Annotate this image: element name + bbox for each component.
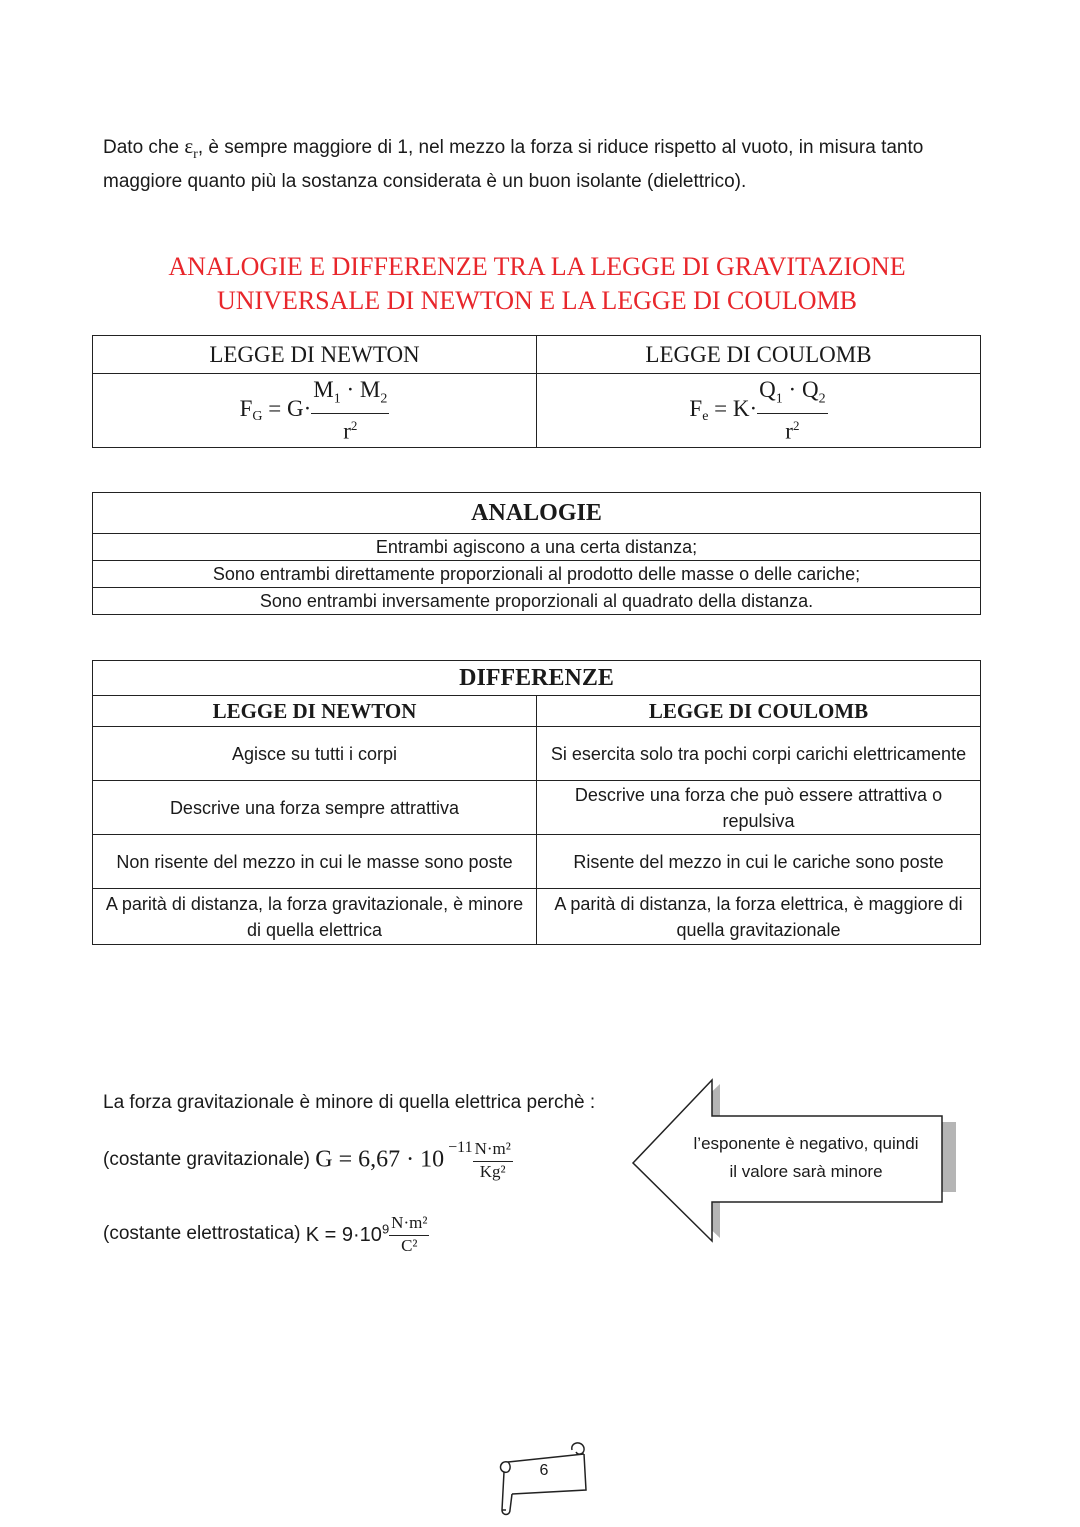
coulomb-difference-cell: Descrive una forza che può essere attrattiva o repulsiva	[537, 781, 981, 835]
arrow-note-line-1: l’esponente è negativo, quindi	[693, 1134, 919, 1153]
newton-law-header: LEGGE DI NEWTON	[93, 336, 537, 374]
gravitational-constant-unit: $\frac{\text{N·m²}}{\text{Kg²}}$	[474, 1139, 511, 1181]
intro-text-after: , è sempre maggiore di 1, nel mezzo la forza si riduce rispetto al vuoto, in misura tanto maggiore quanto più la sostanza considerata è un buon isolante (dielettrico).	[103, 137, 924, 193]
analogy-row: Entrambi agiscono a una certa distanza;	[93, 534, 981, 561]
gravitational-constant-exponent: −11	[444, 1139, 473, 1157]
newton-difference-cell: A parità di distanza, la forza gravitazionale, è minore di quella elettrica	[93, 889, 537, 945]
differences-coulomb-header: LEGGE DI COULOMB	[537, 696, 981, 727]
coulomb-formula: Fe = K· $\frac{Q_1 \cdot Q_2}{r^2}$	[537, 374, 981, 448]
electrostatic-constant-line	[103, 1212, 429, 1256]
gravitational-constant-value: G = 6,67 · 10	[315, 1146, 445, 1173]
heading-line-2: UNIVERSALE DI NEWTON E LA LEGGE DI COULOMB	[216, 286, 858, 315]
electrostatic-constant-label: (costante elettrostatica)	[103, 1223, 306, 1244]
analogy-row: Sono entrambi inversamente proporzionali al quadrato della distanza.	[93, 588, 981, 615]
intro-paragraph	[103, 133, 993, 195]
electrostatic-constant-unit: $\frac{\text{N·m²}}{\text{C²}}$	[391, 1213, 428, 1255]
differences-title: DIFFERENZE	[93, 661, 981, 696]
analogy-row: Sono entrambi direttamente proporzionali al prodotto delle masse o delle cariche;	[93, 561, 981, 588]
gravitational-constant-line	[103, 1138, 513, 1182]
differences-table	[92, 660, 981, 945]
reason-sentence: La forza gravitazionale è minore di quella elettrica perchè :	[103, 1092, 596, 1113]
newton-formula: FG = G· $\frac{M_1 \cdot M_2}{r^2}$	[93, 374, 537, 448]
arrow-note	[672, 1130, 940, 1186]
newton-difference-cell: Non risente del mezzo in cui le masse sono poste	[93, 835, 537, 889]
coulomb-fraction: $\frac{Q_1 \cdot Q_2}{r^2}$	[759, 376, 826, 445]
analogies-title: ANALOGIE	[93, 493, 981, 534]
analogies-table	[92, 492, 981, 615]
coulomb-difference-cell: A parità di distanza, la forza elettrica, è maggiore di quella gravitazionale	[537, 889, 981, 945]
formulas-table	[92, 335, 981, 448]
coulomb-difference-cell: Si esercita solo tra pochi corpi carichi elettricamente	[537, 727, 981, 781]
gravitational-constant-label: (costante gravitazionale)	[103, 1149, 316, 1170]
scroll-page-icon	[490, 1440, 594, 1520]
electrostatic-constant-value: $K = 9\cdot 10^9$	[305, 1221, 390, 1246]
heading-line-1: ANALOGIE E DIFFERENZE TRA LA LEGGE DI GRAVITAZIONE	[168, 252, 906, 281]
differences-newton-header: LEGGE DI NEWTON	[93, 696, 537, 727]
intro-text-before: Dato che	[103, 137, 185, 158]
coulomb-law-header: LEGGE DI COULOMB	[537, 336, 981, 374]
page-number: 6	[539, 1462, 549, 1479]
newton-difference-cell: Agisce su tutti i corpi	[93, 727, 537, 781]
newton-difference-cell: Descrive una forza sempre attrattiva	[93, 781, 537, 835]
newton-fraction: $\frac{M_1 \cdot M_2}{r^2}$	[313, 376, 388, 445]
section-heading	[92, 250, 982, 318]
epsilon-symbol: $\varepsilon_r$	[184, 134, 198, 163]
coulomb-difference-cell: Risente del mezzo in cui le cariche sono poste	[537, 835, 981, 889]
arrow-note-line-2: il valore sarà minore	[729, 1162, 883, 1181]
